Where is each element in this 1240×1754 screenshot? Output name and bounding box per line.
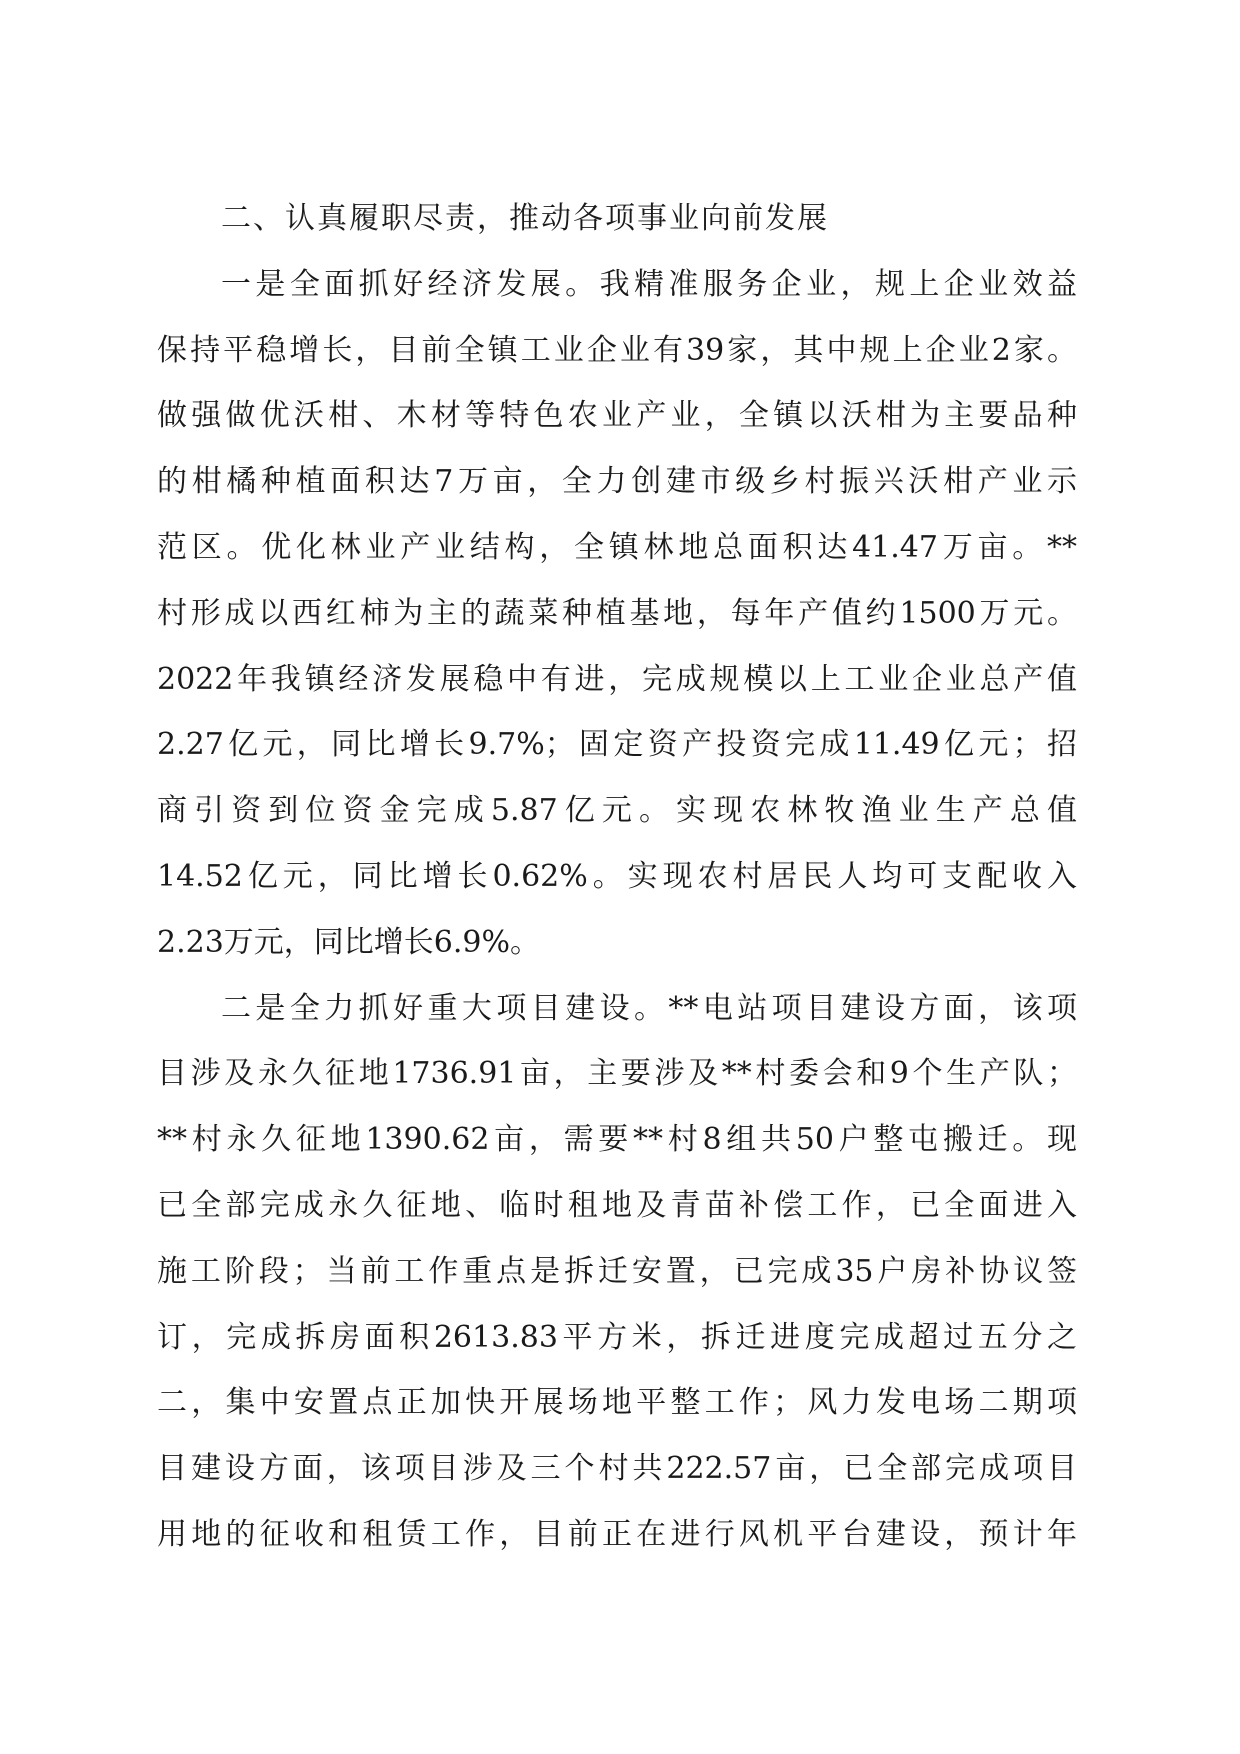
paragraph-line: **村永久征地1390.62亩，需要**村8组共50户整屯搬迁。现: [157, 1122, 1077, 1158]
paragraph-line: 已全部完成永久征地、临时租地及青苗补偿工作，已全面进入: [157, 1187, 1077, 1223]
section-heading: 二、认真履职尽责，推动各项事业向前发展: [221, 201, 829, 236]
paragraph-line: 的柑橘种植面积达7万亩，全力创建市级乡村振兴沃柑产业示: [157, 464, 1077, 500]
paragraph-line: 商引资到位资金完成5.87亿元。实现农林牧渔业生产总值: [157, 793, 1077, 829]
paragraph-line: 村形成以西红柿为主的蔬菜种植基地，每年产值约1500万元。: [157, 595, 1077, 631]
paragraph-line: 2.23万元，同比增长6.9%。: [157, 924, 541, 960]
paragraph-line: 订，完成拆房面积2613.83平方米，拆迁进度完成超过五分之: [157, 1319, 1077, 1355]
paragraph-line: 做强做优沃柑、木材等特色农业产业，全镇以沃柑为主要品种: [157, 398, 1077, 434]
paragraph-line: 2.27亿元，同比增长9.7%；固定资产投资完成11.49亿元；招: [157, 727, 1077, 763]
paragraph-line: 范区。优化林业产业结构，全镇林地总面积达41.47万亩。**: [157, 529, 1077, 565]
paragraph-line: 用地的征收和租赁工作，目前正在进行风机平台建设，预计年: [157, 1516, 1077, 1552]
paragraph-line: 目涉及永久征地1736.91亩，主要涉及**村委会和9个生产队；: [157, 1056, 1077, 1092]
paragraph-line: 二，集中安置点正加快开展场地平整工作；风力发电场二期项: [157, 1385, 1077, 1421]
paragraph-line: 一是全面抓好经济发展。我精准服务企业，规上企业效益: [221, 266, 1077, 302]
paragraph-economy: [157, 252, 1077, 976]
body-text: [157, 186, 1077, 1568]
paragraph-projects: [157, 976, 1077, 1568]
paragraph-line: 保持平稳增长，目前全镇工业企业有39家，其中规上企业2家。: [157, 332, 1077, 368]
paragraph-line: 施工阶段；当前工作重点是拆迁安置，已完成35户房补协议签: [157, 1253, 1077, 1289]
paragraph-line: 14.52亿元，同比增长0.62%。实现农村居民人均可支配收入: [157, 858, 1077, 894]
paragraph-line: 2022年我镇经济发展稳中有进，完成规模以上工业企业总产值: [157, 661, 1077, 697]
paragraph-line: 目建设方面，该项目涉及三个村共222.57亩，已全部完成项目: [157, 1451, 1077, 1487]
paragraph-line: 二是全力抓好重大项目建设。**电站项目建设方面，该项: [221, 990, 1077, 1026]
